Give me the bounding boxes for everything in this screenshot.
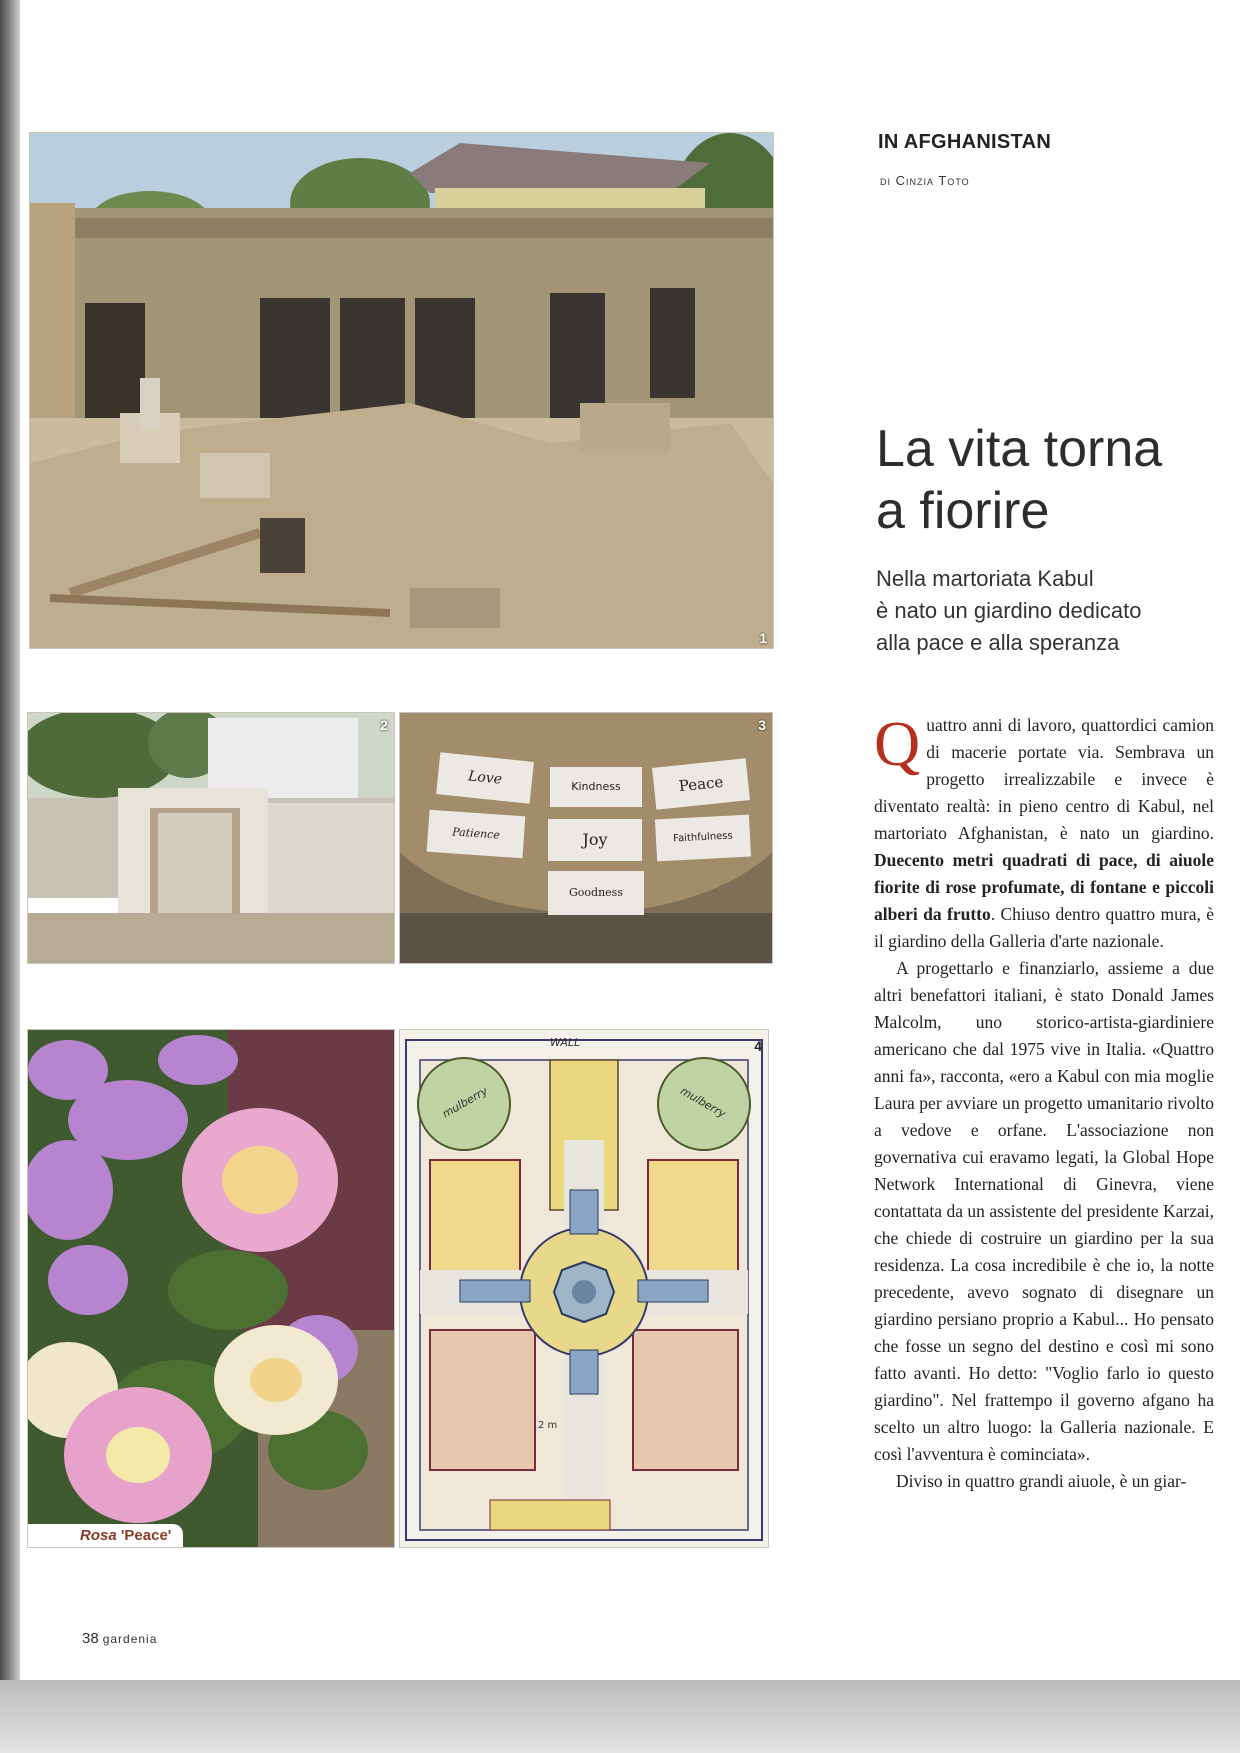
photo-caption <box>28 1524 183 1547</box>
tile-faithfulness: Faithfulness <box>655 815 751 862</box>
article-deck <box>876 563 1196 659</box>
photo-number: 1 <box>759 630 767 646</box>
page-number: 38 <box>82 1630 99 1647</box>
tile-goodness: Goodness <box>548 871 644 915</box>
tile-kindness: Kindness <box>550 767 642 807</box>
headline-line: a fiorire <box>876 482 1050 540</box>
body-paragraph: Diviso in quattro grandi aiuole, è un giar- <box>896 1471 1187 1491</box>
photo-gate <box>27 712 395 964</box>
headline-line: La vita torna <box>876 420 1163 478</box>
photo-tiles <box>399 712 773 964</box>
photo-ruins <box>29 132 774 649</box>
body-paragraph: Quattro anni di lavoro, quattordici camion di macerie portate via. Sembrava un progetto irrealizzabile e invece è diventato realtà: in pieno centro di Kabul, nel martoriato Afghanistan, è nato un giardino. Duecento metri quadrati di pace, di aiuole fiorite di rose profumate, di fontane e piccoli alberi da frutto. Chiuso dentro quattro mura, è il giardino della Galleria d'arte nazionale. <box>874 708 1214 951</box>
caption-genus: Rosa <box>80 1527 117 1544</box>
article-kicker: IN AFGHANISTAN <box>878 131 1052 153</box>
plan-wall-label: WALL <box>550 1036 581 1049</box>
body-paragraph: A progettarlo e finanziarlo, assieme a due altri benefattori italiani, è stato Donald James Malcolm, uno storico-artista-giardiniere americano che dal 1975 vive in Italia. «Quattro anni fa», racconta, «ero a Kabul con mia moglie Laura per avviare un progetto umanitario rivolto a vedove e orfane. L'associazione non governativa cui eravamo legati, la Global Hope Network International di Ginevra, viene contattata da un assistente del presidente Karzai, che chiede di costruire un giardino per la sua residenza. La cosa incredibile è che io, la notte precedente, avevo sognato di disegnare un giardino persiano proprio a Kabul... Ho pensato che fosse un segno del destino e così mi sono fatto avanti. Ho detto: "Voglio farlo io questo giardino". Nel frattempo il governo afgano ha scelto un altro luogo: la Galleria nazionale. E così l'avventura è cominciata». <box>874 958 1214 1464</box>
deck-line: è nato un giardino dedicato <box>876 598 1142 623</box>
caption-cultivar: 'Peace' <box>120 1527 172 1544</box>
binding-gutter <box>0 0 20 1753</box>
drop-cap: Q <box>874 708 921 779</box>
tile-joy: Joy <box>548 819 642 861</box>
deck-line: Nella martoriata Kabul <box>876 566 1094 591</box>
plan-tree-label-left: mulberry <box>440 1084 490 1121</box>
photo-garden-plan <box>399 1029 769 1548</box>
deck-line: alla pace e alla speranza <box>876 630 1120 655</box>
tile-love: Love <box>436 752 534 804</box>
photo-number: 3 <box>758 717 766 733</box>
article-byline: di Cinzia Toto <box>880 173 970 188</box>
plan-tree-label-right: mulberry <box>678 1084 728 1121</box>
plan-dimension: 2 m <box>538 1420 558 1431</box>
photo-rose <box>27 1029 395 1548</box>
tile-patience: Patience <box>427 810 526 859</box>
article-body <box>874 708 1214 1495</box>
photo-number: 2 <box>380 717 388 733</box>
page-folio <box>82 1630 157 1647</box>
photo-number: 4 <box>754 1038 762 1054</box>
body-emphasis: Duecento metri quadrati di pace, di aiuole fiorite di rose profumate, di fontane e piccoli alberi da frutto <box>874 850 1214 924</box>
tile-peace: Peace <box>652 758 750 810</box>
scanner-bed <box>0 1680 1240 1753</box>
magazine-name: gardenia <box>102 1632 158 1646</box>
article-headline <box>876 418 1216 542</box>
